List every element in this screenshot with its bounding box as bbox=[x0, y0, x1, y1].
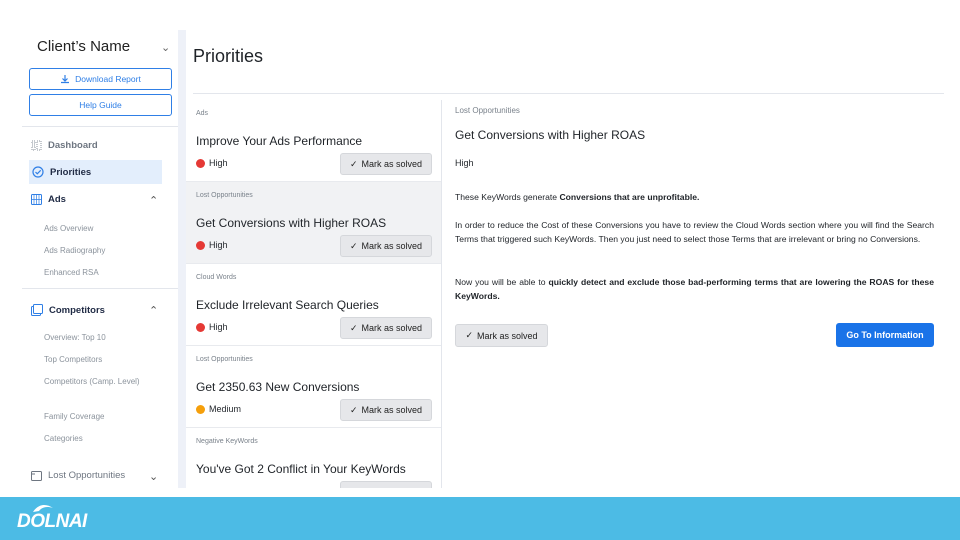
mark-as-solved-button-partial[interactable] bbox=[340, 481, 432, 488]
footer-bar bbox=[0, 497, 960, 540]
download-icon bbox=[60, 74, 70, 84]
sidebar-item-ads-radiography[interactable]: Ads Radiography bbox=[44, 246, 106, 255]
detail-paragraph: In order to reduce the Cost of these Conversions you have to review the Cloud Words section where you will find the Search Terms that triggered such KeyWords. Then you just need to select those Terms that are irrelevant or bring no Conversions. bbox=[455, 220, 934, 244]
priority-badge bbox=[196, 404, 241, 414]
sidebar-item-overview-top10[interactable]: Overview: Top 10 bbox=[44, 333, 106, 342]
priority-label: High bbox=[209, 158, 228, 168]
sidebar-item-top-competitors[interactable]: Top Competitors bbox=[44, 355, 103, 364]
dashboard-icon bbox=[31, 140, 42, 151]
detail-text: These KeyWords generate bbox=[455, 192, 560, 202]
detail-text: Now you will be able to bbox=[455, 277, 549, 287]
card-category: Ads bbox=[196, 110, 209, 117]
sidebar-item-enhanced-rsa[interactable]: Enhanced RSA bbox=[44, 268, 99, 277]
priorities-label: Priorities bbox=[50, 166, 92, 178]
mark-as-solved-button[interactable] bbox=[340, 153, 432, 175]
priorities-list bbox=[186, 100, 442, 488]
detail-title: Get Conversions with Higher ROAS bbox=[455, 128, 646, 142]
dolnai-logo: DOLNAI bbox=[17, 511, 87, 532]
priority-card-selected[interactable] bbox=[186, 182, 442, 264]
mark-as-solved-button[interactable] bbox=[340, 399, 432, 421]
sidebar-item-dashboard[interactable] bbox=[31, 140, 98, 151]
sidebar-edge bbox=[178, 30, 186, 488]
sidebar-divider bbox=[22, 288, 178, 289]
mark-as-solved-button[interactable] bbox=[340, 235, 432, 257]
sidebar-item-priorities[interactable] bbox=[29, 160, 162, 184]
sidebar-section-lost-opportunities[interactable] bbox=[31, 470, 125, 481]
card-category: Negative KeyWords bbox=[196, 438, 258, 445]
card-title: Get Conversions with Higher ROAS bbox=[196, 216, 387, 230]
sidebar-section-ads[interactable] bbox=[31, 194, 66, 205]
priority-badge bbox=[196, 158, 228, 168]
help-guide-label: Help Guide bbox=[79, 100, 122, 110]
grid-icon bbox=[31, 194, 42, 205]
priority-card[interactable] bbox=[186, 100, 442, 182]
detail-paragraph bbox=[455, 190, 934, 204]
mark-label: Mark as solved bbox=[477, 330, 538, 341]
mark-label: Mark as solved bbox=[361, 323, 423, 333]
sidebar-item-competitors-camp-level[interactable]: Competitors (Camp. Level) bbox=[44, 377, 140, 386]
high-dot-icon bbox=[196, 323, 205, 332]
chevron-down-icon[interactable]: ⌄ bbox=[149, 471, 159, 483]
card-title: You've Got 2 Conflict in Your KeyWords bbox=[196, 462, 406, 476]
sidebar-divider bbox=[22, 126, 178, 127]
priority-label: Medium bbox=[209, 404, 242, 414]
sidebar-item-ads-overview[interactable]: Ads Overview bbox=[44, 224, 94, 233]
sidebar bbox=[0, 30, 178, 488]
check-icon: ✓ bbox=[349, 404, 358, 415]
download-report-button[interactable] bbox=[29, 68, 172, 90]
ads-section-label: Ads bbox=[48, 194, 66, 205]
sidebar-item-family-coverage[interactable]: Family Coverage bbox=[44, 412, 105, 421]
priorities-icon bbox=[32, 166, 44, 178]
card-category: Lost Opportunities bbox=[196, 192, 253, 199]
chevron-down-icon[interactable]: ⌄ bbox=[161, 42, 171, 54]
sidebar-section-competitors[interactable] bbox=[31, 304, 105, 316]
page-title: Priorities bbox=[193, 46, 264, 66]
dashboard-label: Dashboard bbox=[48, 140, 98, 151]
check-icon: ✓ bbox=[465, 330, 473, 340]
priority-badge bbox=[196, 240, 228, 250]
priority-label: High bbox=[209, 240, 228, 250]
window-icon bbox=[31, 471, 42, 481]
card-title: Improve Your Ads Performance bbox=[196, 134, 363, 148]
detail-category: Lost Opportunities bbox=[455, 106, 520, 115]
detail-paragraph bbox=[455, 275, 934, 303]
competitors-icon bbox=[31, 304, 43, 316]
check-icon: ✓ bbox=[349, 240, 358, 251]
priority-card[interactable] bbox=[186, 264, 442, 346]
high-dot-icon bbox=[196, 159, 205, 168]
detail-text-bold: quickly detect and exclude those bad-performing terms that are lowering the ROAS for these KeyWords. bbox=[455, 277, 934, 301]
check-icon: ✓ bbox=[349, 158, 358, 169]
chevron-up-icon[interactable]: ⌃ bbox=[149, 305, 159, 317]
priority-card[interactable] bbox=[186, 346, 442, 428]
competitors-section-label: Competitors bbox=[49, 304, 105, 316]
medium-dot-icon bbox=[196, 405, 205, 414]
card-category: Cloud Words bbox=[196, 274, 237, 281]
go-to-information-button[interactable]: Go To Information bbox=[836, 323, 934, 347]
mark-label: Mark as solved bbox=[361, 405, 423, 415]
mark-as-solved-button[interactable] bbox=[340, 317, 432, 339]
high-dot-icon bbox=[196, 241, 205, 250]
client-name[interactable]: Client’s Name bbox=[37, 38, 131, 55]
card-title: Get 2350.63 New Conversions bbox=[196, 380, 360, 394]
detail-priority: High bbox=[455, 158, 474, 168]
priority-card[interactable] bbox=[186, 428, 442, 488]
check-icon: ✓ bbox=[349, 322, 358, 333]
priority-label: High bbox=[209, 322, 228, 332]
card-category: Lost Opportunities bbox=[196, 356, 253, 363]
help-guide-button[interactable] bbox=[29, 94, 172, 116]
sidebar-item-categories[interactable]: Categories bbox=[44, 434, 83, 443]
lost-opportunities-label: Lost Opportunities bbox=[48, 470, 126, 481]
mark-label: Mark as solved bbox=[361, 159, 423, 169]
mark-label: Mark as solved bbox=[361, 241, 423, 251]
priority-badge bbox=[196, 322, 228, 332]
card-title: Exclude Irrelevant Search Queries bbox=[196, 298, 379, 312]
download-report-label: Download Report bbox=[75, 74, 141, 84]
header-divider bbox=[193, 93, 944, 94]
chevron-up-icon[interactable]: ⌃ bbox=[149, 195, 159, 207]
mark-as-solved-button[interactable] bbox=[455, 324, 548, 347]
detail-text-bold: Conversions that are unprofitable. bbox=[559, 192, 700, 202]
